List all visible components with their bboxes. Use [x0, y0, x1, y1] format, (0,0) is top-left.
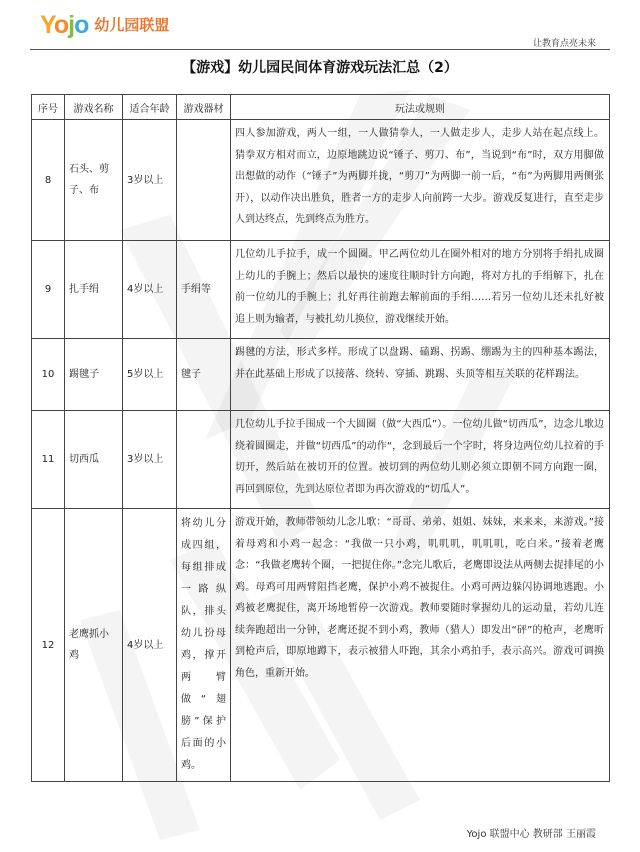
cell-no: 11 — [32, 411, 65, 509]
header-age: 适合年龄 — [123, 95, 177, 120]
cell-rules: 四人参加游戏，两人一组，一人做猜拳人，一人做走步人，走步人站在起点线上。猜拳双方相对而立，边原地跳边说“锤子、剪刀、布”，当说到“布”时，双方用脚做出想做的动作（“锤子”为两脚并拢，“剪刀”为两脚一前一后，“布”为两脚用两侧张开），以动作决出胜负，胜者一方的走步人向前跨一大步。游戏反复进行，直至走步人到达终点，先到终点为胜方。 — [231, 120, 610, 241]
header-name: 游戏名称 — [65, 95, 123, 120]
table-row — [32, 241, 610, 339]
page-header — [0, 0, 640, 52]
cell-rules: 游戏开始，教师带领幼儿念儿歌：“哥哥、弟弟、姐姐、妹妹，来来来，来游戏。”接着母鸡和小鸡一起念：“我做一只小鸡，叽叽叽，叽叽叽，吃白米。”接着老鹰念：“我做老鹰转个圈，一把捉住你。”念完儿歌后，老鹰即设法从两侧去捉排尾的小鸡。母鸡可用两臂阻挡老鹰，保护小鸡不被捉住。小鸡可两边躲闪协调地逃跑。小鸡被老鹰捉住，离开场地暂停一次游戏。教师要随时掌握幼儿的运动量，若幼儿连续奔跑超出一分钟，老鹰还捉不到小鸡，教师（猎人）即发出“砰”的枪声，老鹰听到枪声后，即原地蹲下，表示被猎人吓跑，其余小鸡拍手，表示高兴。游戏可调换角色，重新开始。 — [231, 509, 610, 782]
page-footer: Yojo 联盟中心 教研部 王丽霞 — [466, 829, 596, 840]
cell-name: 切西瓜 — [65, 411, 123, 509]
logo-text: 幼儿园联盟 — [94, 16, 170, 34]
cell-rules: 几位幼儿手拉手围成一个大圆圈（做“大西瓜”）。一位幼儿做“切西瓜”，边念儿歌边绕着圆圈走，并做“切西瓜”的动作“，念到最后一个字时，将身边两位幼儿拉着的手切开，然后站在被切开的位置。被切到的两位幼儿则必须立即朝不同方向跑一圈，再回到原位，先到达原位者即为再次游戏的“切瓜人”。 — [231, 411, 610, 509]
header-no: 序号 — [32, 95, 65, 120]
cell-age: 4岁以上 — [123, 509, 177, 782]
cell-name: 扎手绢 — [65, 241, 123, 339]
header-equipment: 游戏器材 — [177, 95, 231, 120]
cell-no: 8 — [32, 120, 65, 241]
header-slogan: 让教育点亮未来 — [532, 39, 596, 49]
page-title: 【游戏】幼儿园民间体育游戏玩法汇总（2） — [182, 60, 458, 76]
cell-no: 12 — [32, 509, 65, 782]
table-row — [32, 339, 610, 411]
table-row — [32, 411, 610, 509]
cell-age: 3岁以上 — [123, 411, 177, 509]
cell-age: 5岁以上 — [123, 339, 177, 411]
cell-name: 石头、剪子、布 — [65, 120, 123, 241]
table-row — [32, 509, 610, 782]
cell-equipment: 手绢等 — [177, 241, 231, 339]
table-row — [32, 120, 610, 241]
header-rules: 玩法或规则 — [231, 95, 610, 120]
table-header-row — [32, 95, 610, 120]
cell-equipment: 毽子 — [177, 339, 231, 411]
header-divider — [30, 49, 610, 50]
yojo-logo-mark: Yojo — [40, 11, 89, 39]
cell-rules: 踢毽的方法，形式多样。形成了以盘踢、磕踢、拐踢、绷踢为主的四种基本踢法，并在此基础上形成了以接落、绕转、穿插、跳踢、头顶等相互关联的花样踢法。 — [231, 339, 610, 411]
cell-name: 踢毽子 — [65, 339, 123, 411]
cell-no: 9 — [32, 241, 65, 339]
cell-rules: 几位幼儿手拉手，成一个圆圈。甲乙两位幼儿在圈外相对的地方分别将手绢扎成圈上幼儿的手腕上；然后以最快的速度往顺时针方向跑，将对方扎的手绢解下，扎在前一位幼儿的手腕上；扎好再往前跑去解前面的手绢……若另一位幼儿还未扎好被追上则为输者，与被扎幼儿换位，游戏继续开始。 — [231, 241, 610, 339]
cell-age: 4岁以上 — [123, 241, 177, 339]
cell-age: 3岁以上 — [123, 120, 177, 241]
cell-equipment — [177, 411, 231, 509]
yojo-logo — [40, 12, 169, 38]
cell-equipment: 将幼儿分成四组，每组排成一路纵队，排头幼儿扮母鸡，撑开两臂做“翅膀”保护后面的小鸡。 — [177, 509, 231, 782]
games-table — [31, 94, 610, 782]
cell-no: 10 — [32, 339, 65, 411]
cell-equipment — [177, 120, 231, 241]
cell-name: 老鹰抓小鸡 — [65, 509, 123, 782]
